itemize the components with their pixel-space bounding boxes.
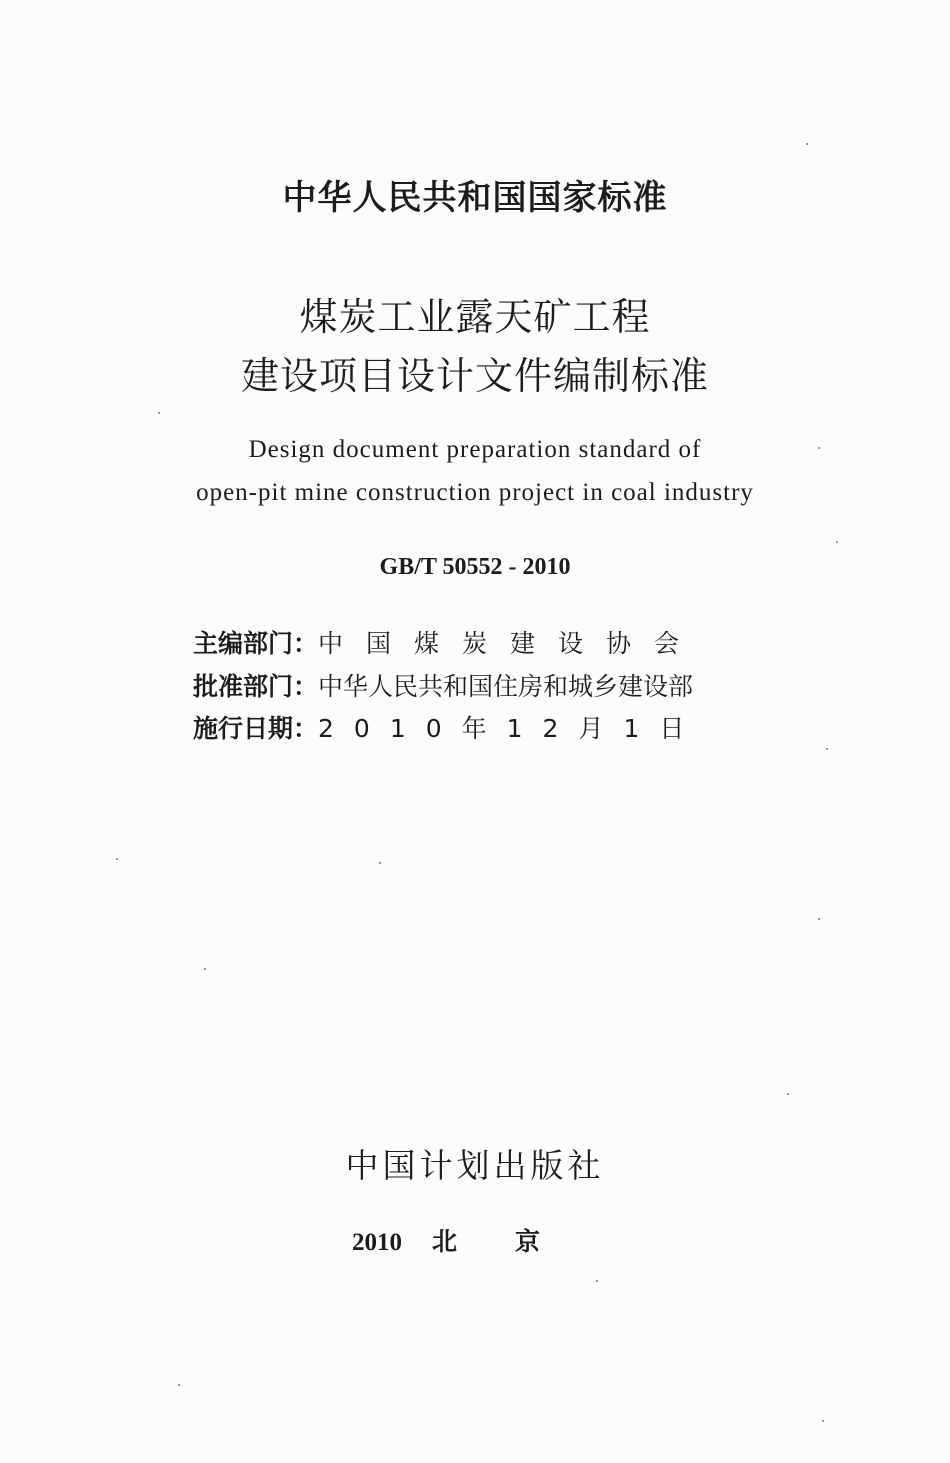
scan-speck xyxy=(178,1384,180,1386)
approval-label: 批准部门： xyxy=(193,672,319,701)
document-title-line-2: 建设项目设计文件编制标准 xyxy=(240,354,709,398)
scan-speck xyxy=(158,412,160,414)
publication-city: 北京 xyxy=(431,1229,598,1256)
scan-speck xyxy=(204,968,206,970)
scan-speck xyxy=(826,748,828,750)
chief-editor-row xyxy=(193,624,702,660)
scan-speck xyxy=(116,858,118,860)
scan-speck xyxy=(818,918,820,920)
scan-speck xyxy=(836,541,838,543)
english-title-line-1: Design document preparation standard of xyxy=(248,436,702,463)
scan-speck xyxy=(806,143,808,145)
chief-editor-value: 中国煤炭建设协会 xyxy=(318,629,703,658)
effective-date-row xyxy=(193,709,704,745)
publication-year: 2010 xyxy=(351,1229,402,1256)
scan-speck xyxy=(596,1280,598,1282)
english-title-line-2: open-pit mine construction project in coal industry xyxy=(196,479,754,506)
standard-code: GB/T 50552 - 2010 xyxy=(379,554,571,580)
national-standard-heading: 中华人民共和国国家标准 xyxy=(282,178,668,218)
scan-speck xyxy=(787,1093,789,1095)
publication-place xyxy=(0,1222,950,1258)
effective-date-label: 施行日期： xyxy=(193,714,319,743)
approval-value: 中华人民共和国住房和城乡建设部 xyxy=(318,672,694,701)
scan-speck xyxy=(822,1420,824,1422)
publisher-name: 中国计划出版社 xyxy=(345,1146,605,1185)
document-title-line-1: 煤炭工业露天矿工程 xyxy=(299,295,651,339)
chief-editor-label: 主编部门： xyxy=(193,629,319,658)
approval-row xyxy=(193,667,693,703)
scan-speck xyxy=(818,447,820,449)
effective-date-value: 2010年12月1日 xyxy=(318,714,705,743)
scan-speck xyxy=(379,862,381,864)
